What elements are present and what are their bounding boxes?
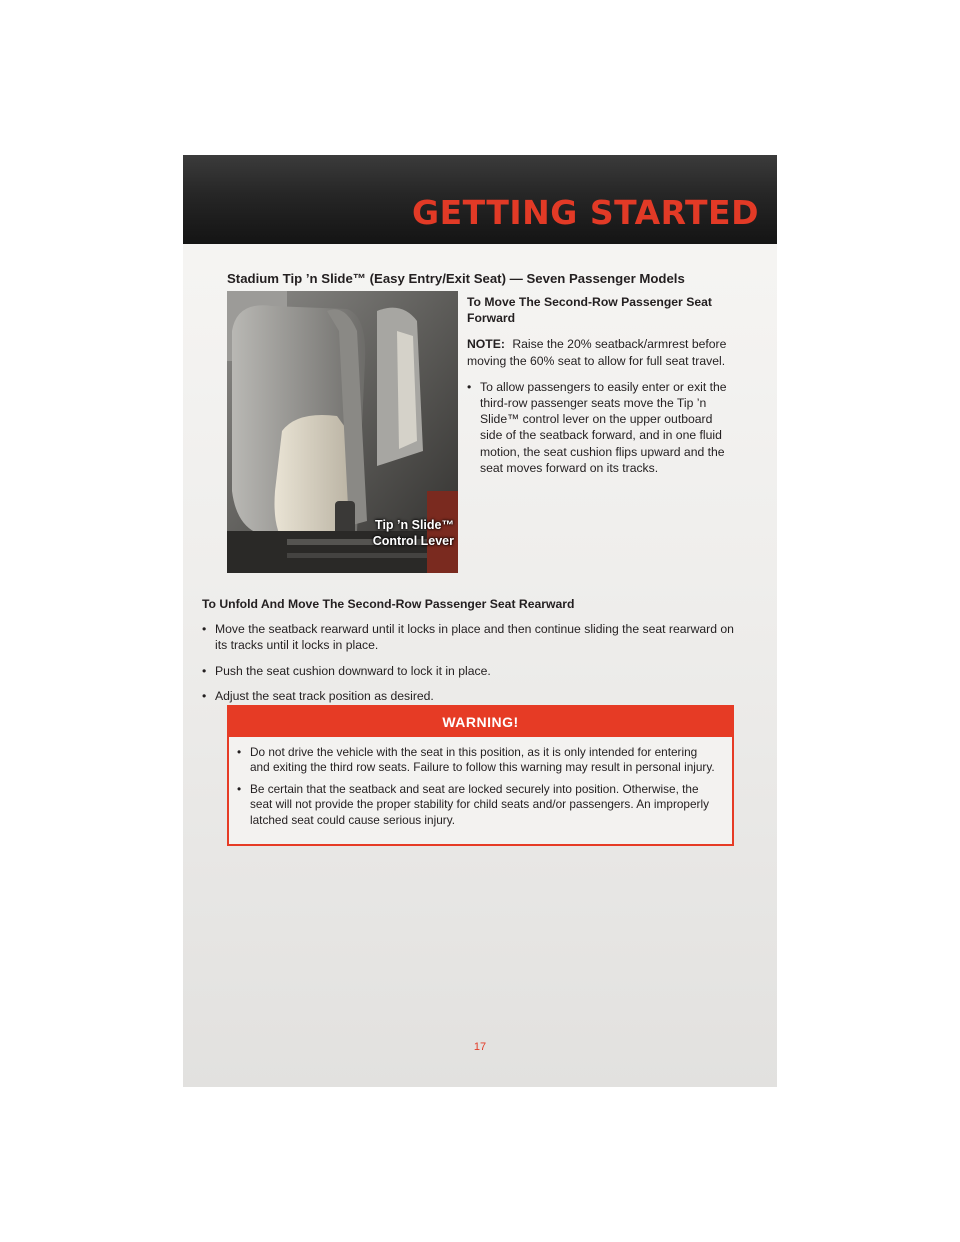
tip-n-slide-lever-label: Tip ’n Slide™ Control Lever — [372, 518, 454, 548]
forward-heading: To Move The Second-Row Passenger Seat Forward — [467, 295, 712, 326]
list-item: • Move the seatback rearward until it locks in place and then continue sliding the seat rearward on its tracks until it locks in place. — [202, 622, 734, 653]
bullet-icon: • — [202, 663, 207, 678]
rearward-instructions — [202, 596, 742, 704]
section-title: Stadium Tip ’n Slide™ (Easy Entry/Exit Seat) — Seven Passenger Models — [227, 271, 685, 286]
chapter-title: GETTING STARTED — [411, 193, 759, 232]
bullet-icon: • — [202, 688, 207, 703]
note-label: NOTE: — [467, 337, 505, 352]
warning-item: • Be certain that the seatback and seat are locked securely into position. Otherwise, the seat will not provide the proper stability for child seats and/or passengers. An improperly latched seat could cause serious injury. — [237, 781, 710, 827]
bullet-icon: • — [467, 379, 472, 394]
list-item: • To allow passengers to easily enter or exit the third-row passenger seats move the Tip ’n Slide™ control lever on the upper outboard side of the seatback forward, and in one fluid motion, the seat cushion flips upward and the seat moves forward on its tracks. — [467, 379, 727, 475]
list-item: • Adjust the seat track position as desired. — [202, 688, 434, 703]
page-number: 17 — [473, 1041, 487, 1053]
header-band — [183, 155, 777, 244]
bullet-icon: • — [237, 745, 242, 759]
bullet-icon: • — [202, 622, 207, 637]
bullet-icon: • — [237, 781, 242, 796]
rearward-heading: To Unfold And Move The Second-Row Passenger Seat Rearward — [202, 597, 575, 611]
list-item: • Push the seat cushion downward to lock it in place. — [202, 663, 491, 678]
warning-title: WARNING! — [229, 707, 732, 737]
seat-photo — [227, 291, 458, 573]
note-text: Raise the 20% seatback/armrest before moving the 60% seat to allow for full seat travel. — [467, 337, 727, 368]
warning-box — [227, 705, 734, 846]
warning-item: • Do not drive the vehicle with the seat in this position, as it is only intended for entering and exiting the third row seats. Failure to follow this warning may result in personal injury. — [237, 745, 715, 775]
manual-page — [183, 155, 777, 1087]
warning-list — [229, 737, 732, 828]
note — [467, 336, 737, 368]
forward-instructions — [467, 294, 737, 476]
